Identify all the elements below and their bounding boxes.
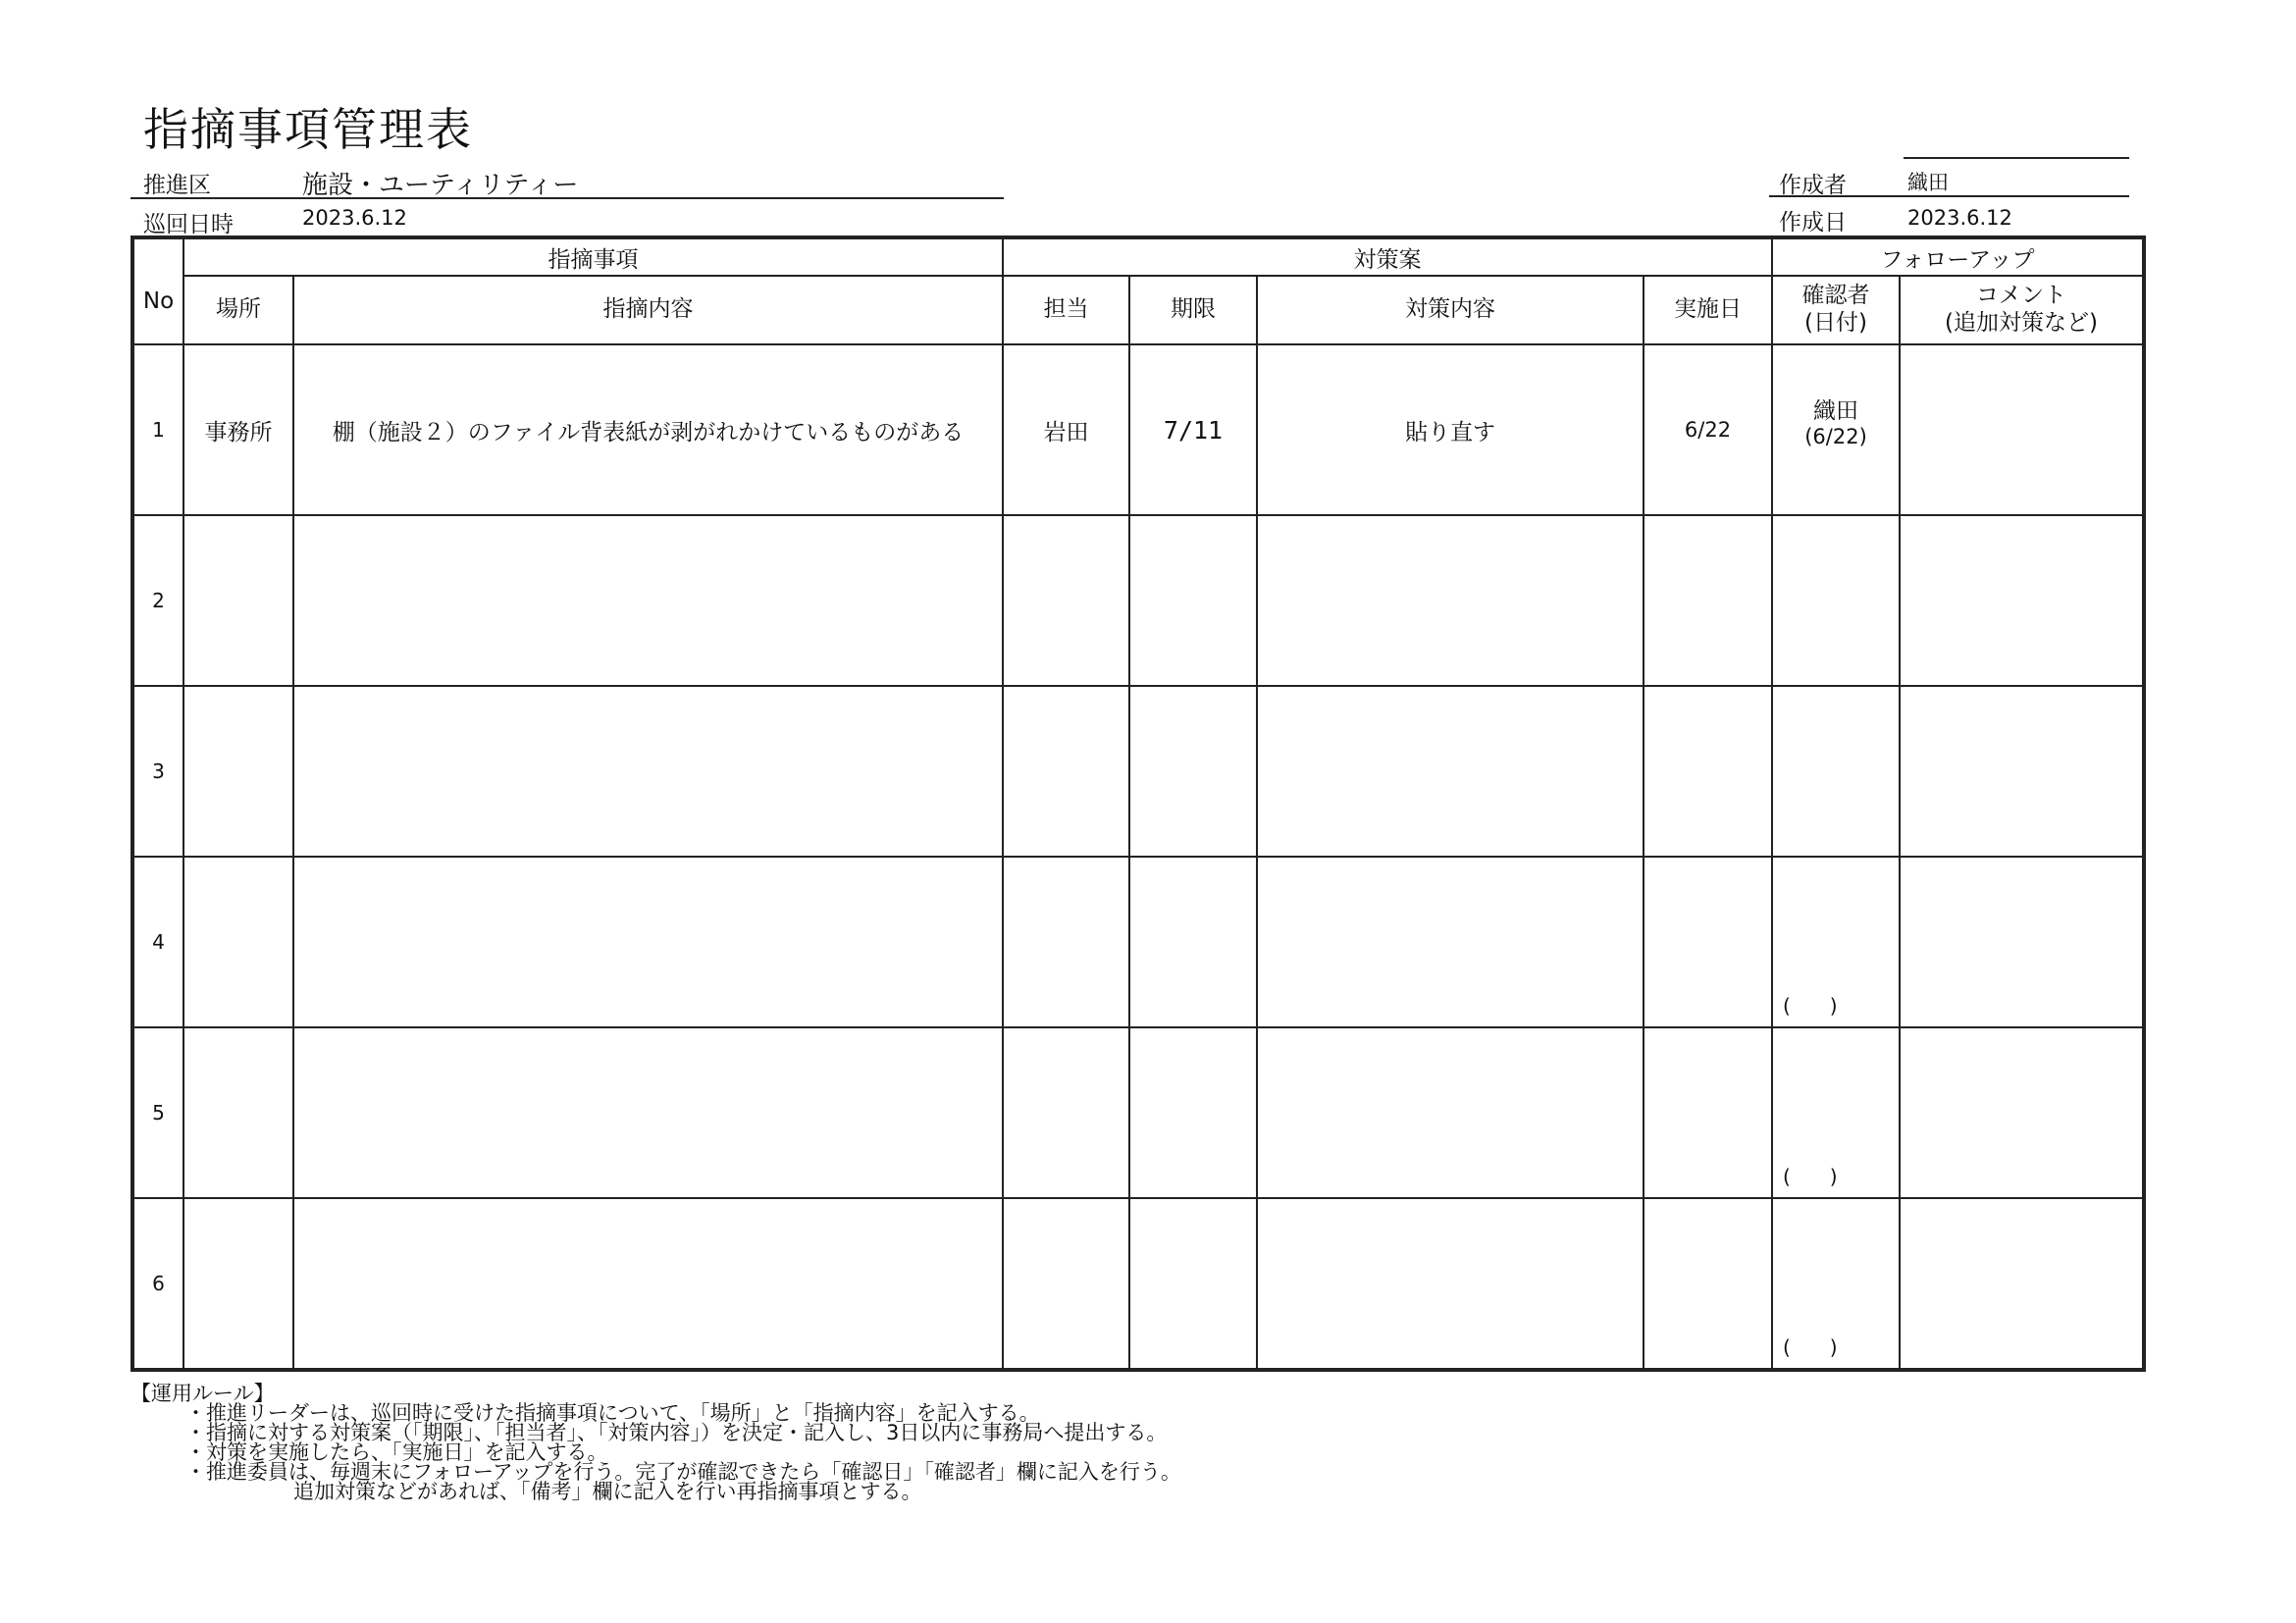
rules-line-5: 追加対策などがあれば、「備考」欄に記入を行い再指摘事項とする。 <box>293 1480 922 1503</box>
row-person[interactable]: 岩田 <box>1003 344 1129 515</box>
row-measure[interactable]: 貼り直す <box>1257 344 1644 515</box>
col-content-header: 指摘内容 <box>293 276 1003 344</box>
row-deadline[interactable] <box>1129 857 1257 1027</box>
issue-table <box>130 236 2146 1372</box>
row-person[interactable] <box>1003 857 1129 1027</box>
col-comment-header-line1: コメント <box>1976 283 2066 309</box>
row-measure[interactable] <box>1257 686 1644 857</box>
row-confirmer: 織田 <box>1813 397 1858 424</box>
author-value: 織田 <box>1907 171 1949 194</box>
row-comment[interactable] <box>1900 515 2144 686</box>
row-place[interactable] <box>183 1198 293 1370</box>
patrol-label: 巡回日時 <box>143 212 234 237</box>
rules-heading: 【運用ルール】 <box>130 1382 275 1405</box>
row-confirm[interactable] <box>1772 857 1900 1027</box>
row-comment[interactable] <box>1900 857 2144 1027</box>
confirm-date-paren: ( ) <box>1783 1165 1838 1188</box>
author-underline <box>1769 195 2129 197</box>
row-confirm[interactable] <box>1772 344 1900 515</box>
row-confirm[interactable] <box>1772 1198 1900 1370</box>
table-row <box>132 1027 2144 1198</box>
row-comment[interactable] <box>1900 1027 2144 1198</box>
area-value: 施設・ユーティリティー <box>302 171 579 200</box>
table-row <box>132 515 2144 686</box>
row-content[interactable] <box>293 515 1003 686</box>
row-deadline[interactable] <box>1129 1198 1257 1370</box>
row-deadline[interactable] <box>1129 686 1257 857</box>
row-deadline[interactable] <box>1129 1027 1257 1198</box>
row-comment[interactable] <box>1900 1198 2144 1370</box>
row-content[interactable]: 棚（施設２）のファイル背表紙が剥がれかけているものがある <box>293 344 1003 515</box>
row-done[interactable] <box>1644 1027 1772 1198</box>
col-place-header: 場所 <box>183 276 293 344</box>
row-comment[interactable] <box>1900 686 2144 857</box>
row-place[interactable]: 事務所 <box>183 344 293 515</box>
row-place[interactable] <box>183 857 293 1027</box>
row-measure[interactable] <box>1257 1027 1644 1198</box>
row-no: 3 <box>132 686 183 857</box>
group-issue-header: 指摘事項 <box>183 237 1003 276</box>
row-place[interactable] <box>183 1027 293 1198</box>
confirm-date-paren: ( ) <box>1783 1335 1838 1359</box>
table-row <box>132 857 2144 1027</box>
row-place[interactable] <box>183 686 293 857</box>
author-label: 作成者 <box>1779 173 1847 198</box>
area-label: 推進区 <box>143 173 211 198</box>
col-deadline-header: 期限 <box>1129 276 1257 344</box>
row-measure[interactable] <box>1257 1198 1644 1370</box>
row-no: 5 <box>132 1027 183 1198</box>
row-no: 1 <box>132 344 183 515</box>
row-done[interactable] <box>1644 686 1772 857</box>
rules-line-4: ・推進委員は、毎週末にフォローアップを行う。完了が確認できたら「確認日」「確認者」欄に記入を行う。 <box>185 1460 1181 1484</box>
col-person-header: 担当 <box>1003 276 1129 344</box>
col-measure-header: 対策内容 <box>1257 276 1644 344</box>
row-person[interactable] <box>1003 686 1129 857</box>
row-confirm-date: (6/22) <box>1804 424 1867 448</box>
row-done[interactable]: 6/22 <box>1644 344 1772 515</box>
row-no: 6 <box>132 1198 183 1370</box>
row-confirm[interactable] <box>1772 515 1900 686</box>
row-done[interactable] <box>1644 1198 1772 1370</box>
row-deadline[interactable]: 7/11 <box>1129 344 1257 515</box>
col-comment-header <box>1900 276 2144 344</box>
row-comment[interactable] <box>1900 344 2144 515</box>
row-no: 2 <box>132 515 183 686</box>
row-person[interactable] <box>1003 515 1129 686</box>
table-row <box>132 344 2144 515</box>
row-measure[interactable] <box>1257 515 1644 686</box>
row-done[interactable] <box>1644 515 1772 686</box>
created-label: 作成日 <box>1779 210 1847 236</box>
row-content[interactable] <box>293 857 1003 1027</box>
row-done[interactable] <box>1644 857 1772 1027</box>
row-measure[interactable] <box>1257 857 1644 1027</box>
row-confirm[interactable] <box>1772 1027 1900 1198</box>
col-done-header: 実施日 <box>1644 276 1772 344</box>
rules-line-2: ・指摘に対する対策案（「期限」、「担当者」、「対策内容」）を決定・記入し、3日以内に事務局へ提出する。 <box>185 1421 1168 1444</box>
row-content[interactable] <box>293 1198 1003 1370</box>
row-content[interactable] <box>293 686 1003 857</box>
table-row <box>132 686 2144 857</box>
operating-rules <box>130 1384 1181 1501</box>
patrol-value: 2023.6.12 <box>302 206 407 230</box>
page-title: 指摘事項管理表 <box>143 103 473 156</box>
row-person[interactable] <box>1003 1198 1129 1370</box>
rules-line-3: ・対策を実施したら、「実施日」を記入する。 <box>185 1440 608 1464</box>
row-confirm[interactable] <box>1772 686 1900 857</box>
row-no: 4 <box>132 857 183 1027</box>
created-value: 2023.6.12 <box>1907 206 2012 230</box>
row-content[interactable] <box>293 1027 1003 1198</box>
col-comment-header-line2: (追加対策など) <box>1945 310 2098 336</box>
rules-line-1: ・推進リーダーは、巡回時に受けた指摘事項について、「場所」と「指摘内容」を記入する。 <box>185 1401 1040 1425</box>
table-row <box>132 1198 2144 1370</box>
row-person[interactable] <box>1003 1027 1129 1198</box>
group-follow-header: フォローアップ <box>1772 237 2144 276</box>
col-confirm-header-line1: 確認者 <box>1801 283 1870 309</box>
confirm-date-paren: ( ) <box>1783 994 1838 1018</box>
col-confirm-header-line2: (日付) <box>1804 310 1867 336</box>
row-place[interactable] <box>183 515 293 686</box>
row-deadline[interactable] <box>1129 515 1257 686</box>
col-no-header: No <box>132 237 183 344</box>
area-underline <box>130 197 1004 199</box>
col-confirm-header <box>1772 276 1900 344</box>
group-plan-header: 対策案 <box>1003 237 1772 276</box>
author-topline <box>1904 157 2129 159</box>
